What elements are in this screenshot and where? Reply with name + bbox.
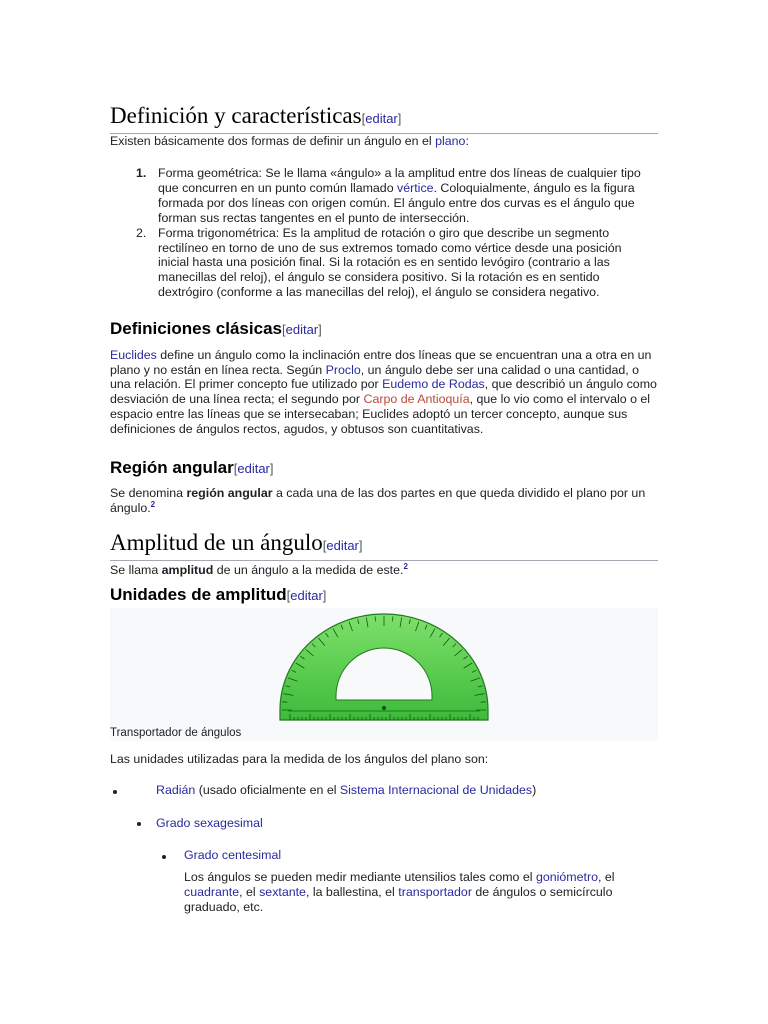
- amplitud-paragraph: Se llama amplitud de un ángulo a la medida de este.$^2$: [110, 561, 408, 577]
- list-item-radian: Radián (usado oficialmente en el Sistema Internacional de Unidades): [156, 783, 537, 797]
- link-sistema-internacional[interactable]: Sistema Internacional de Unidades: [339, 783, 533, 797]
- protractor-image[interactable]: [278, 610, 490, 722]
- edit-link[interactable]: [editar]: [322, 538, 363, 553]
- link-radian[interactable]: Radián: [156, 783, 196, 797]
- link-carpo-de-antioquia[interactable]: Carpo de Antioquía: [363, 392, 470, 407]
- definitions-list: [110, 166, 658, 300]
- protractor-figure: [110, 608, 658, 741]
- region-angular-paragraph: Se denomina región angular a cada una de las dos partes en que queda dividido el plano por un ángulo.$^2$: [110, 486, 646, 515]
- section-title: Definición y características: [110, 103, 362, 128]
- link-transportador[interactable]: transportador: [398, 885, 472, 899]
- link-euclides[interactable]: Euclides: [110, 348, 157, 362]
- section-heading-definiciones-clasicas: [110, 318, 658, 341]
- edit-link[interactable]: [editar]: [286, 588, 327, 603]
- link-vertice[interactable]: vértice: [397, 180, 434, 195]
- link-sextante[interactable]: sextante: [259, 885, 306, 899]
- link-cuadrante[interactable]: cuadrante: [184, 885, 240, 899]
- list-item: 2. Forma trigonométrica: Es la amplitud de rotación o giro que describe un segmento rectilíneo en torno de uno de sus extremos tomado como vértice desde una posición inicial hasta una posición final. Si la rotación es en sentido levógiro (contrario a las manecillas del reloj), el ángulo se considera positivo. Si la rotación es en sentido dextrógiro (conforme a las manecillas del reloj), el ángulo se considera negativo.: [136, 225, 622, 300]
- link-eudemo-de-rodas[interactable]: Eudemo de Rodas: [382, 377, 485, 392]
- classic-definitions-paragraph: Euclides define un ángulo como la inclinación entre dos líneas que se encuentran una a otra en un plano y no están en línea recta. Según Proclo, un ángulo debe ser una calidad o una cantidad, o una relación. El primer concepto fue utilizado por Eudemo de Rodas, que describió un ángulo como desviación de una línea recta; el segundo por Carpo de Antioquía, que lo vio como el intervalo o el espacio entre las líneas que se intersecaban; Euclides adoptó un tercer concepto, aunque sus definiciones de ángulos rectos, agudos, y obtusos son cuantitativas.: [110, 348, 657, 436]
- link-proclo[interactable]: Proclo: [325, 362, 361, 377]
- edit-link[interactable]: [editar]: [361, 111, 402, 126]
- link-grado-centesimal[interactable]: Grado centesimal: [184, 848, 282, 862]
- bullet-dot: [162, 855, 166, 859]
- reference-link[interactable]: 2: [150, 499, 156, 509]
- list-item: 1. Forma geométrica: Se le llama «ángulo» a la amplitud entre dos líneas de cualquier tipo que concurren en un punto común llamado vértice. Coloquialmente, ángulo es la figura formada por dos líneas con origen común. El ángulo entre dos curvas es el ángulo que forman sus rectas tangentes en el punto de intersección.: [136, 166, 641, 225]
- link-plano[interactable]: plano: [435, 134, 466, 148]
- intro-paragraph: Existen básicamente dos formas de definir un ángulo en el plano:: [110, 134, 469, 148]
- bullet-dot: [113, 790, 117, 794]
- units-intro: Las unidades utilizadas para la medida de los ángulos del plano son:: [110, 752, 489, 766]
- section-title: Definiciones clásicas: [110, 319, 282, 338]
- list-item-centesimal: [184, 848, 281, 863]
- edit-link[interactable]: [editar]: [281, 322, 322, 337]
- edit-link[interactable]: [editar]: [233, 461, 274, 476]
- section-heading-amplitud: [110, 529, 658, 561]
- list-item-sexagesimal: [156, 816, 263, 831]
- section-heading-definicion: [110, 102, 658, 134]
- section-title: Región angular: [110, 458, 234, 477]
- section-title: Unidades de amplitud: [110, 585, 287, 604]
- reference-link[interactable]: 2: [403, 561, 408, 571]
- section-title: Amplitud de un ángulo: [110, 530, 323, 555]
- tools-paragraph: Los ángulos se pueden medir mediante utensilios tales como el goniómetro, el cuadrante, el sextante, la ballestina, el transportador de ángulos o semicírculo graduado, etc.: [184, 870, 615, 914]
- section-heading-unidades: [110, 584, 658, 607]
- bullet-dot: [137, 822, 141, 826]
- figure-caption: Transportador de ángulos: [110, 727, 242, 739]
- link-goniometro[interactable]: goniómetro: [535, 870, 598, 884]
- section-heading-region-angular: [110, 457, 658, 480]
- link-grado-sexagesimal[interactable]: Grado sexagesimal: [156, 816, 263, 830]
